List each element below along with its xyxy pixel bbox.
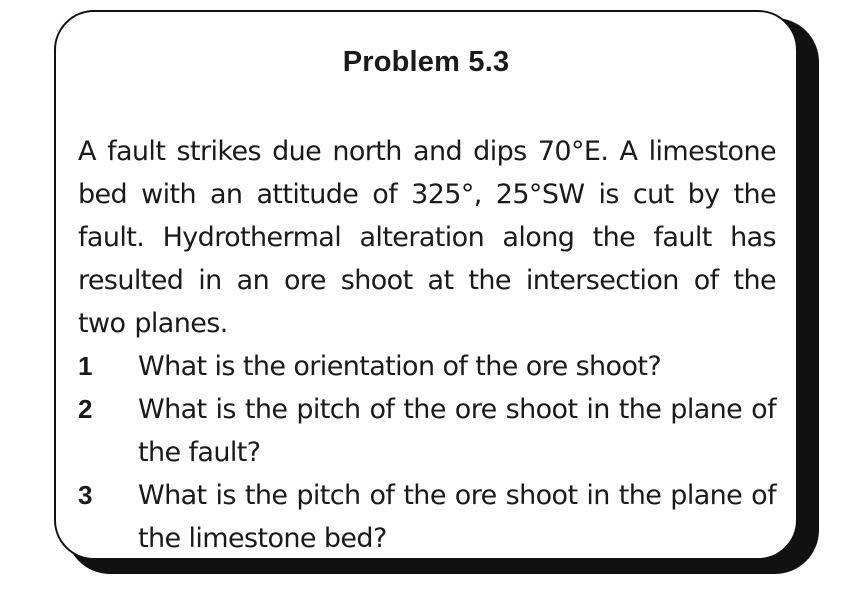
question-text: What is the pitch of the ore shoot in the plane of the fault? <box>138 394 776 468</box>
question-number: 2 <box>78 394 93 424</box>
question-number: 3 <box>78 480 93 510</box>
question-text: What is the orientation of the ore shoot? <box>138 351 662 382</box>
question-item <box>78 345 776 388</box>
problem-statement: A fault strikes due north and dips 70°E. A limestone bed with an attitude of 325°, 25°SW is cut by the fault. Hydrothermal alteration along the fault has resulted in an ore shoot at the intersection of the two planes. <box>78 136 776 339</box>
question-number: 1 <box>78 351 93 381</box>
question-item <box>78 474 776 560</box>
question-item <box>78 388 776 474</box>
question-text: What is the pitch of the ore shoot in the plane of the limestone bed? <box>138 480 776 554</box>
problem-body <box>78 130 776 560</box>
problem-card <box>54 10 798 560</box>
problem-title: Problem 5.3 <box>342 46 510 78</box>
